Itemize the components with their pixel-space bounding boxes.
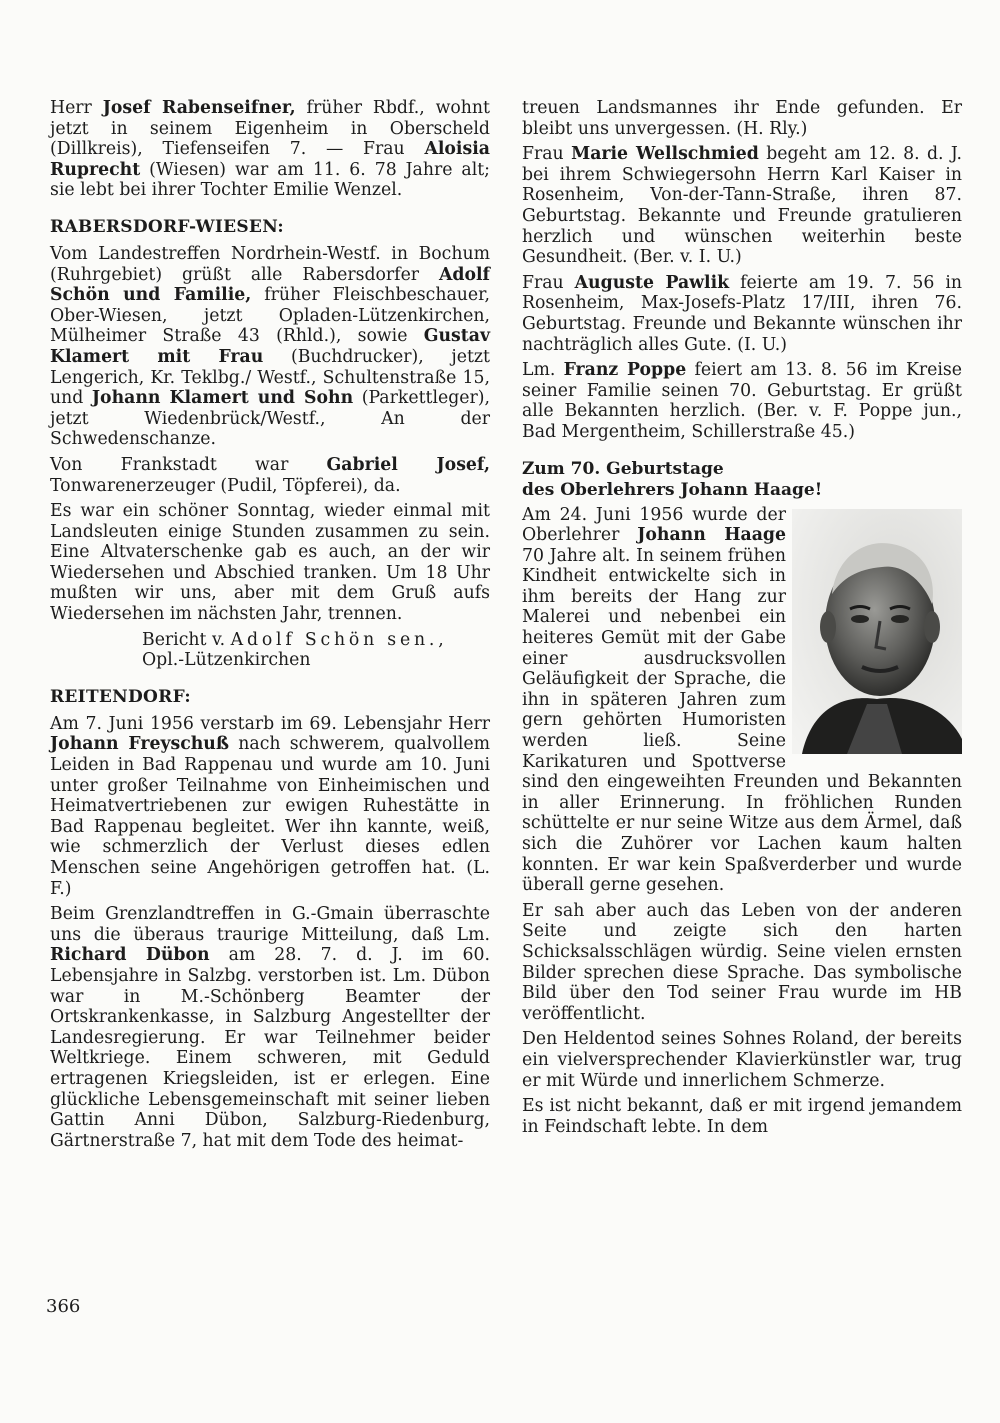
report-signature: Bericht v. Adolf Schön sen., — [142, 629, 448, 650]
report-signature-location: Opl.-Lützenkirchen — [142, 650, 311, 671]
portrait-image — [792, 509, 962, 754]
page-number: 366 — [46, 1296, 81, 1317]
article-heading-haage: Zum 70. Geburtstage des Oberlehrers Johann Haage! — [522, 458, 823, 500]
bold-name: Josef Rabenseifner, — [102, 98, 296, 118]
bold-name: Gustav Klamert mit Frau — [50, 326, 490, 367]
paragraph-haage-life: Er sah aber auch das Leben von der anderen Seite und zeigte sich den harten Schicksalsschlägen würdig. Seine vielen ernsten Bilder sprechen diese Sprache. Das symbolische Bild über den Tod seiner Frau wurde im HB veröffentlicht. — [522, 900, 962, 1024]
paragraph-haage-birthday: Am 24. Juni 1956 wurde der Oberlehrer Johann Haage 70 Jahre alt. In seinem frühen Kindheit entwickelte sich in ihm bereits der Hang zur Malerei und nebenbei ein heiteres Gemüt mit der Gabe einer ausdrucksvollen Geläufigkeit der Sprache, die ihn in späteren Jahren zum gern gehörten Humoristen werden ließ. Seine Karikaturen und Spottverse sind den eingeweihten Freunden und Bekannten in aller Erinnerung. In fröhlichen Runden schüttelte er nur seine Witze aus dem Ärmel, daß sich die Zuhörer vor Lachen kaum halten konnten. Er war kein Spaßverderber und wurde überall gerne gesehen. — [522, 504, 962, 896]
paragraph-rabenseifner: Herr Josef Rabenseifner, früher Rbdf., wohnt jetzt in seinem Eigenheim in Oberscheld (Dillkreis), Tiefenseifen 7. — Frau Aloisia Ruprecht (Wiesen) war am 11. 6. 78 Jahre alt; sie lebt bei ihrer Tochter Emilie Wenzel. — [50, 98, 490, 201]
bold-name: Johann Klamert und Sohn — [91, 388, 354, 409]
bold-name: Auguste Pawlik — [574, 272, 730, 293]
bold-name: Johann Freyschuß — [50, 734, 230, 755]
paragraph-duebon: Beim Grenzlandtreffen in G.-Gmain überraschte uns die überaus traurige Mitteilung, daß Lm. Richard Dübon am 28. 7. d. J. im 60. Lebensjahre in Salzbg. verstorben ist. Lm. Dübon war in M.-Schönberg Beamter der Ortskrankenkasse, in Salzburg Angestellter der Landesregierung. Er war Teilnehmer beider Weltkriege. Einem schweren, mit Geduld ertragenen Kriegsleiden, ist er erlegen. Eine glückliche Lebensgemeinschaft mit seiner lieben Gattin Anni Dübon, Salzburg-Riedenburg, Gärtnerstraße 7, hat mit dem Tode des heimat- — [50, 904, 490, 1151]
left-column — [50, 98, 490, 1156]
bold-name: Franz Poppe — [563, 360, 687, 381]
bold-name: Richard Dübon — [50, 945, 210, 966]
bold-name: Marie Wellschmied — [571, 144, 759, 165]
section-heading-rabersdorf-wiesen: RABERSDORF-WIESEN: — [50, 216, 285, 237]
paragraph-wellschmied: Frau Marie Wellschmied begeht am 12. 8. d. J. bei ihrem Schwiegersohn Herrn Karl Kaiser in Rosenheim, Von-der-Tann-Straße, ihren 87. Geburtstag. Bekannte und Freunde gratulieren herzlich und wünschen weiterhin beste Gesundheit. (Ber. v. I. U.) — [522, 144, 962, 268]
paragraph-poppe: Lm. Franz Poppe feiert am 13. 8. 56 im Kreise seiner Familie seinen 70. Geburtstag. Er grüßt alle Bekannten herzlich. (Ber. v. F. Poppe jun., Bad Mergentheim, Schillerstraße 45.) — [522, 360, 962, 442]
portrait-photo — [792, 509, 962, 754]
bold-name: Gabriel Josef, — [326, 454, 490, 475]
bold-name: Aloisia Ruprecht — [50, 139, 490, 180]
paragraph-pawlik: Frau Auguste Pawlik feierte am 19. 7. 56 in Rosenheim, Max-Josefs-Platz 17/III, ihren 76. Geburtstag. Freunde und Bekannte wünschen ihr nachträglich alles Gute. (I. U.) — [522, 272, 962, 355]
paragraph-landestreffen: Vom Landestreffen Nordrhein-Westf. in Bochum (Ruhrgebiet) grüßt alle Rabersdorfer Adolf Schön und Familie, früher Fleischbeschauer, Ober-Wiesen, jetzt Opladen-Lützenkirchen, Mülheimer Straße 43 (Rhld.), sowie Gustav Klamert mit Frau (Buchdrucker), jetzt Lengerich, Kr. Teklbg./ Westf., Schultenstraße 15, und Johann Klamert und Sohn (Parkettleger), jetzt Wiedenbrück/Westf., An der Schwedenschanze. — [50, 243, 490, 450]
paragraph-landsmann-end: treuen Landsmannes ihr Ende gefunden. Er bleibt uns unvergessen. (H. Rly.) — [522, 98, 962, 139]
paragraph-freyschuss: Am 7. Juni 1956 verstarb im 69. Lebensjahr Herr Johann Freyschuß nach schwerem, qualvollem Leiden in Bad Rappenau und wurde am 10. Juni unter großer Teilnahme von Einheimischen und Heimatvertriebenen zur ewigen Ruhestätte in Bad Rappenau begleitet. Wer ihn kannte, weiß, wie schmerzlich der Verlust dieses edlen Menschen seine Angehörigen getroffen hat. (L. F.) — [50, 713, 490, 899]
paragraph-frankstadt: Von Frankstadt war Gabriel Josef, Tonwarenerzeuger (Pudil, Töpferei), da. — [50, 454, 490, 496]
paragraph-sonntag: Es war ein schöner Sonntag, wieder einmal mit Landsleuten einige Stunden zusammen zu sein. Eine Altvaterschenke gab es auch, an der wir Wiedersehen und Abschied tranken. Um 18 Uhr mußten wir uns, aber mit dem Gruß aufs Wiedersehen im nächsten Jahr, trennen. — [50, 501, 490, 625]
right-column — [522, 98, 962, 1142]
bold-name: Adolf Schön und Familie, — [50, 264, 490, 306]
section-heading-reitendorf: REITENDORF: — [50, 686, 191, 707]
bold-name: Johann Haage — [637, 525, 786, 546]
paragraph-haage-son: Den Heldentod seines Sohnes Roland, der bereits ein vielversprechender Klavierkünstler war, trug er mit Würde und innerlichem Schmerze. — [522, 1029, 962, 1091]
paragraph-haage-peace: Es ist nicht bekannt, daß er mit irgend jemandem in Feindschaft lebte. In dem — [522, 1096, 962, 1137]
